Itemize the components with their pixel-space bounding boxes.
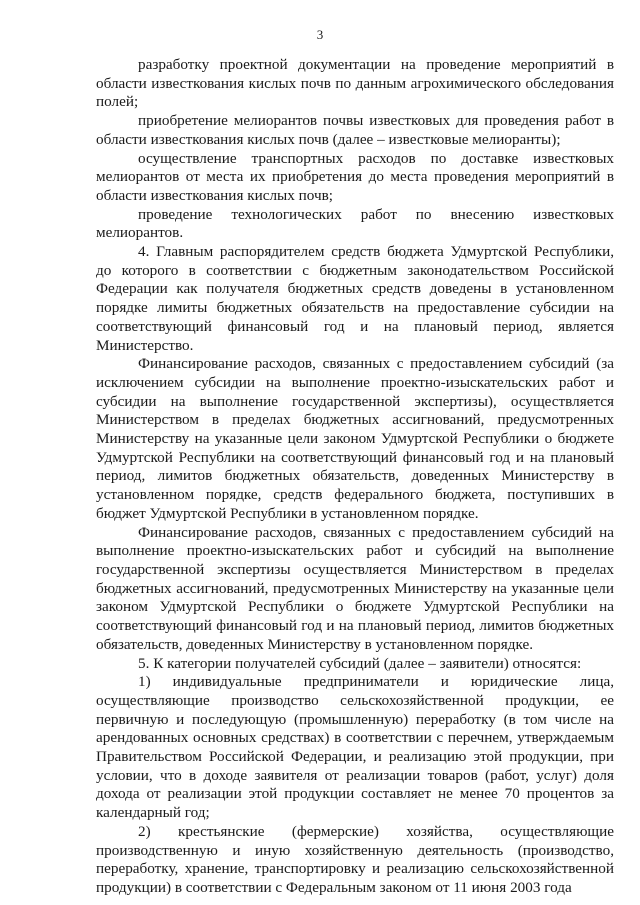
page-number: 3	[316, 27, 324, 42]
paragraph-clause-5: 5. К категории получателей субсидий (далее – заявители) относятся:	[138, 654, 582, 672]
paragraph-financing-2: Финансирование расходов, связанных с предоставлением субсидий на выполнение проектно-изыскательских работ и субсидий на выполнение государственной экспертизы осуществляется Министерством в пределах бюджетных ассигнований, предусмотренных Министерству на указанные цели законом Удмуртской Республики о бюджете Удмуртской Республики на соответствующий финансовый год и на плановый период, лимитов бюджетных обязательств, доведенных Министерству в установленном порядке.	[96, 523, 614, 653]
paragraph-transport-costs: осуществление транспортных расходов по доставке известковых мелиорантов от места их приобретения до места проведения мероприятий в области известкования кислых почв;	[96, 149, 614, 204]
body-text	[96, 56, 614, 898]
paragraph-design-documentation: разработку проектной документации на проведение мероприятий в области известкования кислых почв по данным агрохимического обследования полей;	[96, 56, 614, 111]
paragraph-item-1: 1) индивидуальные предприниматели и юридические лица, осуществляющие производство сельскохозяйственной продукции, ее первичную и последующую (промышленную) переработку (в том числе на арендованных основных средствах) в соответствии с перечнем, утверждаемым Правительством Российской Федерации, и реализацию этой продукции, при условии, что в доходе заявителя от реализации товаров (работ, услуг) доля дохода от реализации этой продукции составляет не менее 70 процентов за календарный год;	[96, 673, 614, 822]
paragraph-technological-works: проведение технологических работ по внесению известковых мелиорантов.	[96, 205, 614, 242]
paragraph-purchase-meliorants: приобретение мелиорантов почвы известковых для проведения работ в области известкования кислых почв (далее – известковые мелиоранты);	[96, 112, 614, 148]
paragraph-item-2: 2) крестьянские (фермерские) хозяйства, осуществляющие производственную и иную хозяйственную деятельность (производство, переработку, хранение, транспортировку и реализацию сельскохозяйственной продукции) в соответствии с Федеральным законом от 11 июня 2003 года	[96, 822, 614, 896]
paragraph-clause-4: 4. Главным распорядителем средств бюджета Удмуртской Республики, до которого в соответствии с бюджетным законодательством Российской Федерации как получателя бюджетных средств доведены в установленном порядке лимиты бюджетных обязательств на предоставление субсидии на соответствующий финансовый год и на плановый период, является Министерство.	[96, 243, 614, 354]
paragraph-financing-1: Финансирование расходов, связанных с предоставлением субсидий (за исключением субсидии на выполнение проектно-изыскательских работ и субсидии на выполнение государственной экспертизы), осуществляется Министерством в пределах бюджетных ассигнований, предусмотренных Министерству на указанные цели законом Удмуртской Республики о бюджете Удмуртской Республики на соответствующий финансовый год и на плановый период, лимитов бюджетных обязательств, доведенных Министерству в установленном порядке, средств федерального бюджета, поступивших в бюджет Удмуртской Республики в установленном порядке.	[96, 355, 614, 522]
